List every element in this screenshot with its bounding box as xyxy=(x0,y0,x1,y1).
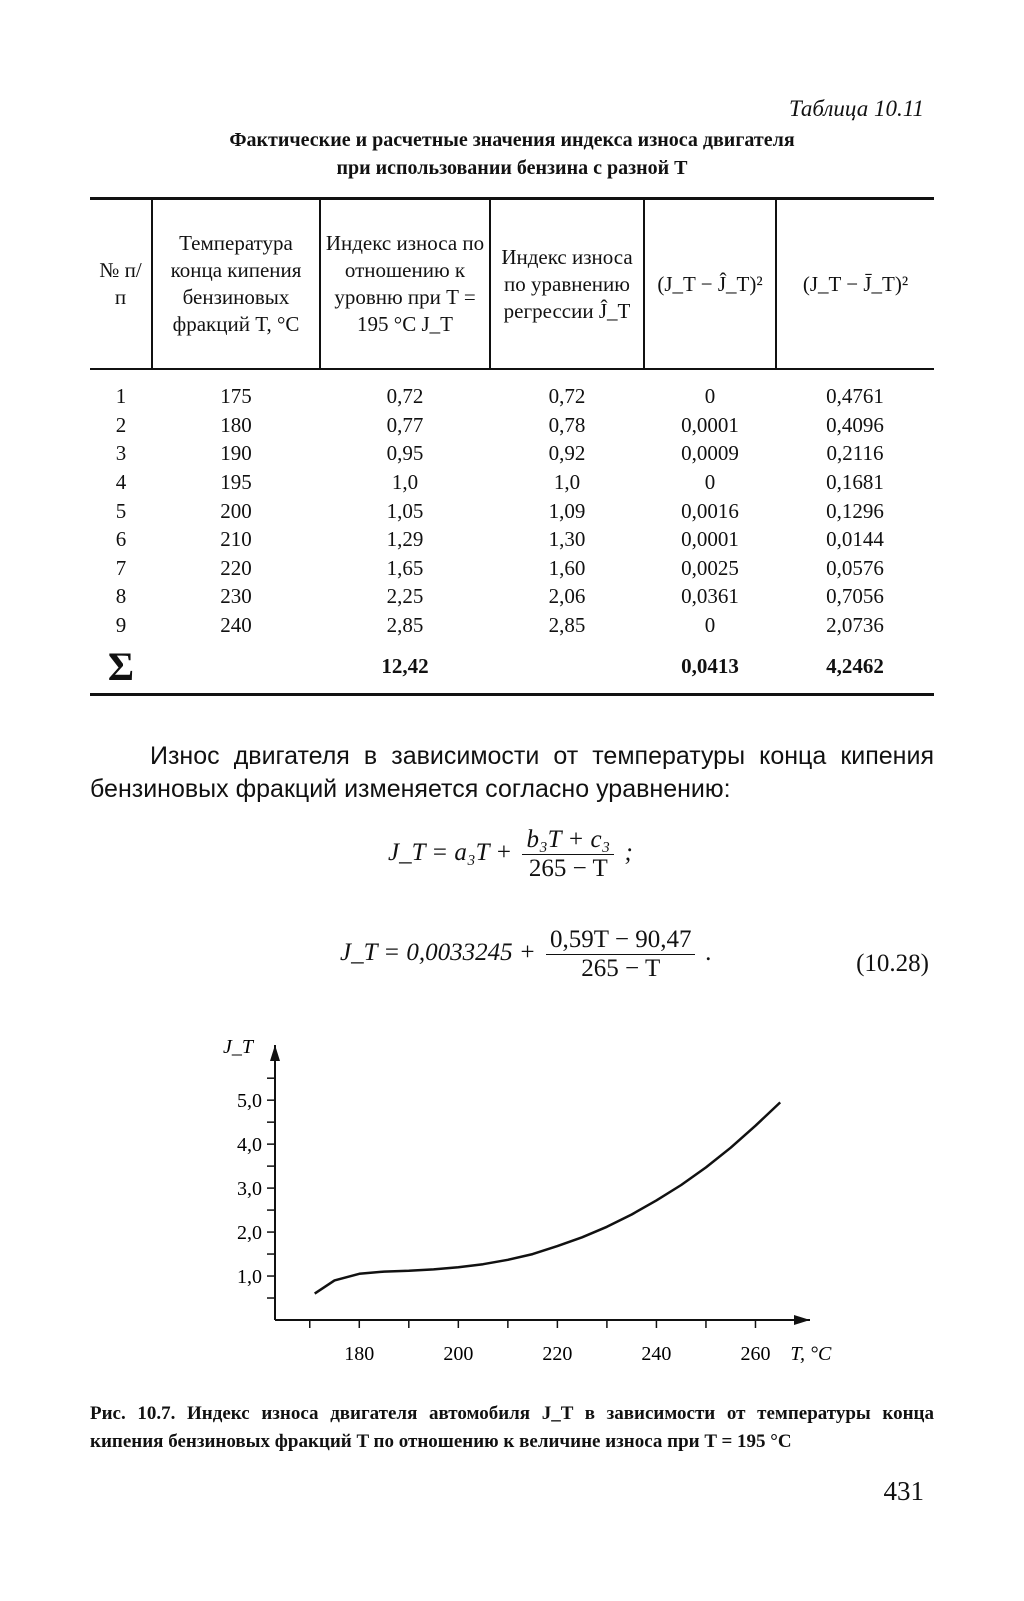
row-temperature: 210 xyxy=(220,527,252,552)
formula-fitted-denominator: 265 − T xyxy=(581,955,661,982)
row-regression-index: 1,60 xyxy=(548,555,586,580)
row-deviation-squared: 0,2116 xyxy=(826,441,884,466)
x-tick-label: 240 xyxy=(641,1343,672,1365)
data-table xyxy=(90,197,934,696)
row-index: 5 xyxy=(115,498,127,523)
x-axis-label: T, °С xyxy=(790,1343,832,1365)
table-row xyxy=(90,525,934,554)
sum-residual-squared: 0,0413 xyxy=(644,639,776,695)
table-body xyxy=(90,369,934,639)
y-tick-label: 2,0 xyxy=(237,1222,262,1245)
row-index: 6 xyxy=(115,527,127,552)
x-tick-label: 220 xyxy=(542,1343,573,1365)
wear-index-chart xyxy=(210,1030,850,1375)
row-deviation-squared: 0,4761 xyxy=(826,384,884,409)
equation-number: (10.28) xyxy=(856,950,929,977)
row-temperature: 230 xyxy=(220,584,252,609)
table-title-line2: при использовании бензина с разной T xyxy=(336,157,688,179)
row-temperature: 195 xyxy=(220,470,252,495)
header-residual-squared: (J_T − Ĵ_T)² xyxy=(644,199,776,370)
row-wear-index: 1,05 xyxy=(386,498,424,523)
sum-regression-index xyxy=(490,639,644,695)
sum-deviation-squared: 4,2462 xyxy=(776,639,934,695)
row-temperature: 200 xyxy=(220,498,252,523)
formula-fitted-numerator: 0,59T − 90,47 xyxy=(546,926,695,955)
row-regression-index: 2,85 xyxy=(548,613,586,638)
table-row xyxy=(90,496,934,525)
row-index: 3 xyxy=(115,441,127,466)
row-regression-index: 0,92 xyxy=(548,441,586,466)
x-tick-label: 260 xyxy=(740,1343,771,1365)
row-deviation-squared: 0,0576 xyxy=(826,555,884,580)
row-residual-squared: 0 xyxy=(704,470,716,495)
table-title-line1: Фактические и расчетные значения индекса износа двигателя xyxy=(229,129,795,151)
row-regression-index: 1,30 xyxy=(548,527,586,552)
header-temperature: Температура конца кипения бензиновых фракций T, °С xyxy=(152,199,320,370)
table-row xyxy=(90,411,934,440)
row-wear-index: 0,95 xyxy=(386,441,424,466)
header-wear-index: Индекс износа по отношению к уровню при T = 195 °С J_T xyxy=(320,199,490,370)
row-deviation-squared: 0,0144 xyxy=(826,527,884,552)
formula-general-fraction xyxy=(522,826,614,883)
x-tick-label: 180 xyxy=(344,1343,375,1365)
formula-general xyxy=(388,826,633,883)
row-wear-index: 2,85 xyxy=(386,613,424,638)
table-row xyxy=(90,554,934,583)
row-regression-index: 1,09 xyxy=(548,498,586,523)
page-number: 431 xyxy=(883,1476,924,1506)
header-index: № п/п xyxy=(90,199,152,370)
row-temperature: 190 xyxy=(220,441,252,466)
row-index: 9 xyxy=(115,613,127,638)
row-index: 7 xyxy=(115,555,127,580)
table-row xyxy=(90,611,934,640)
y-tick-label: 5,0 xyxy=(237,1090,262,1113)
table-title xyxy=(90,126,934,182)
table-sum-row xyxy=(90,639,934,695)
row-wear-index: 0,72 xyxy=(386,384,424,409)
sum-label: Σ xyxy=(90,639,152,695)
table-row xyxy=(90,439,934,468)
row-index: 1 xyxy=(115,384,127,409)
row-wear-index: 0,77 xyxy=(386,412,424,437)
row-residual-squared: 0,0001 xyxy=(681,527,739,552)
table-label: Таблица 10.11 xyxy=(788,96,924,121)
table-row xyxy=(90,369,934,411)
formula-fitted-end: . xyxy=(705,939,712,967)
row-residual-squared: 0,0016 xyxy=(681,498,739,523)
y-tick-label: 4,0 xyxy=(237,1134,262,1157)
row-regression-index: 0,78 xyxy=(548,412,586,437)
formula-general-numerator: b₃T + c₃ xyxy=(522,826,614,855)
row-temperature: 240 xyxy=(220,613,252,638)
body-paragraph: Износ двигателя в зависимости от температуры конца кипения бензиновых фракций изменяется согласно уравнению: xyxy=(90,742,934,803)
row-deviation-squared: 0,1296 xyxy=(826,498,884,523)
row-wear-index: 2,25 xyxy=(386,584,424,609)
y-tick-label: 3,0 xyxy=(237,1178,262,1201)
formula-fitted-fraction xyxy=(546,926,695,983)
row-residual-squared: 0 xyxy=(704,384,716,409)
row-deviation-squared: 0,7056 xyxy=(826,584,884,609)
formula-general-lhs: J_T = a₃T + xyxy=(388,839,513,867)
table-row xyxy=(90,582,934,611)
y-axis-arrow xyxy=(270,1045,280,1061)
row-regression-index: 2,06 xyxy=(548,584,586,609)
row-regression-index: 0,72 xyxy=(548,384,586,409)
row-index: 4 xyxy=(115,470,127,495)
row-deviation-squared: 0,4096 xyxy=(826,412,884,437)
row-temperature: 180 xyxy=(220,412,252,437)
y-tick-label: 1,0 xyxy=(237,1266,262,1289)
y-axis-label: J_T xyxy=(223,1036,253,1058)
row-wear-index: 1,0 xyxy=(391,470,419,495)
table-header-row xyxy=(90,199,934,370)
header-regression-index: Индекс износа по уравнению регрессии Ĵ_T xyxy=(490,199,644,370)
x-axis-arrow xyxy=(794,1315,810,1325)
row-wear-index: 1,29 xyxy=(386,527,424,552)
formula-fitted-lhs: J_T = 0,0033245 + xyxy=(340,939,536,967)
row-residual-squared: 0 xyxy=(704,613,716,638)
sum-temperature xyxy=(152,639,320,695)
header-deviation-squared: (J_T − J̄_T)² xyxy=(776,199,934,370)
row-residual-squared: 0,0361 xyxy=(681,584,739,609)
formula-general-denominator: 265 − T xyxy=(528,855,608,882)
row-deviation-squared: 0,1681 xyxy=(826,470,884,495)
row-wear-index: 1,65 xyxy=(386,555,424,580)
row-deviation-squared: 2,0736 xyxy=(826,613,884,638)
sum-wear-index: 12,42 xyxy=(320,639,490,695)
row-residual-squared: 0,0001 xyxy=(681,412,739,437)
row-temperature: 175 xyxy=(220,384,252,409)
row-temperature: 220 xyxy=(220,555,252,580)
row-index: 8 xyxy=(115,584,127,609)
table-row xyxy=(90,468,934,497)
formula-fitted xyxy=(340,926,712,983)
x-tick-label: 200 xyxy=(443,1343,474,1365)
formula-general-end: ; xyxy=(624,839,633,867)
row-residual-squared: 0,0025 xyxy=(681,555,739,580)
wear-index-curve xyxy=(315,1102,781,1293)
figure-caption: Рис. 10.7. Индекс износа двигателя автомобиля J_T в зависимости от температуры конца кипения бензиновых фракций T по отношению к величине износа при T = 195 °С xyxy=(90,1403,934,1452)
row-residual-squared: 0,0009 xyxy=(681,441,739,466)
row-regression-index: 1,0 xyxy=(553,470,581,495)
row-index: 2 xyxy=(115,412,127,437)
